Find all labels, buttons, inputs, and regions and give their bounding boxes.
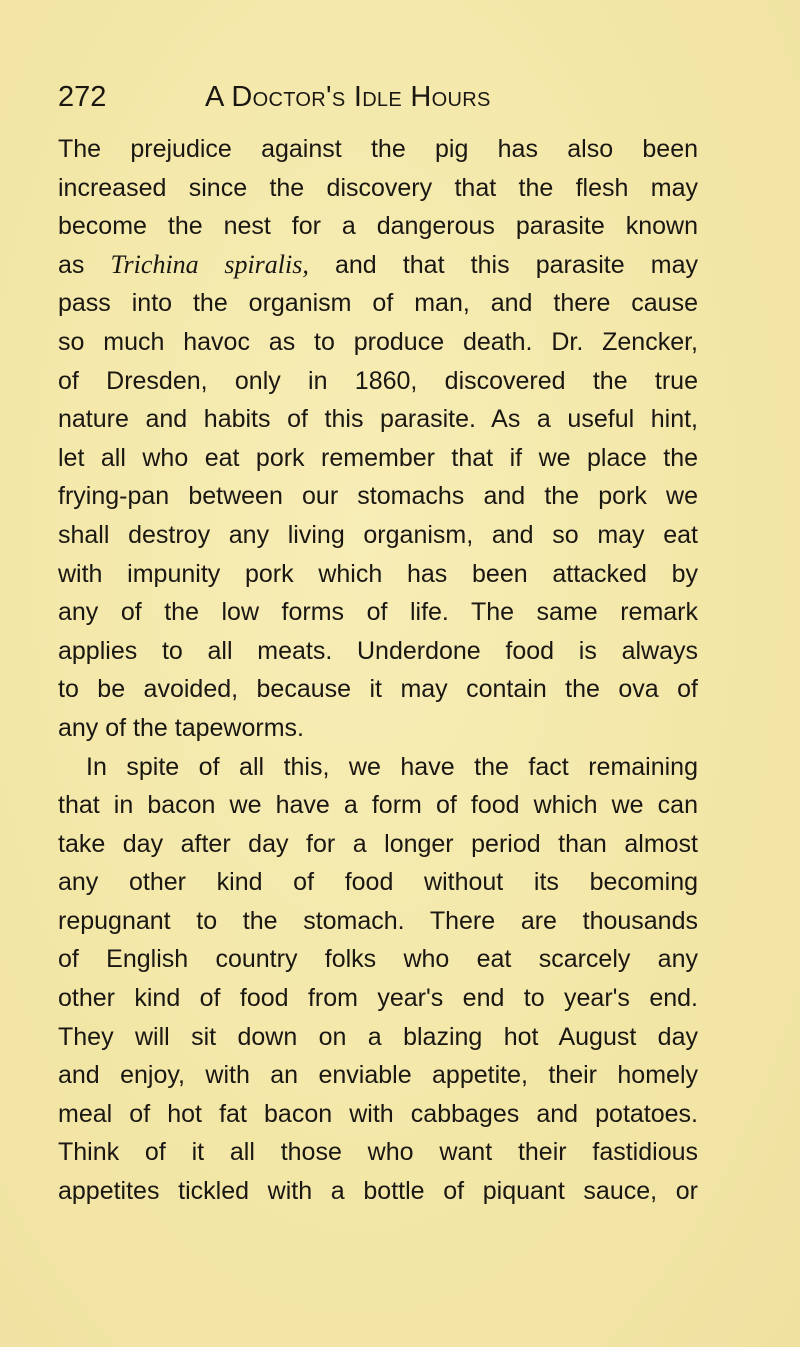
text-line: and enjoy, with an enviable appetite, their homely [58, 1061, 698, 1090]
text-line: meal of hot fat bacon with cabbages and potatoes. [58, 1099, 698, 1128]
text-line: shall destroy any living organism, and so may eat [58, 520, 698, 549]
text-line: any other kind of food without its becoming [58, 868, 698, 897]
text-line: so much havoc as to produce death. Dr. Zencker, [58, 327, 698, 356]
text-line: become the nest for a dangerous parasite known [58, 212, 698, 241]
text-line: take day after day for a longer period than almost [58, 829, 698, 858]
text-line: applies to all meats. Underdone food is always [58, 636, 698, 665]
text-line: that in bacon we have a form of food which we can [58, 791, 698, 820]
text-line: pass into the organism of man, and there cause [58, 289, 698, 318]
text-line: The prejudice against the pig has also been [58, 135, 698, 163]
page-number: 272 [58, 81, 107, 113]
text-fragment: and that this parasite may [335, 250, 698, 279]
body-text [58, 130, 698, 1211]
text-line [58, 246, 698, 285]
text-line: frying-pan between our stomachs and the pork we [58, 482, 698, 511]
text-line: repugnant to the stomach. There are thousands [58, 906, 698, 935]
text-line: They will sit down on a blazing hot August day [58, 1022, 698, 1051]
paragraph-end-line: any of the tapeworms. [58, 713, 304, 742]
text-line: Think of it all those who want their fastidious [58, 1138, 698, 1167]
text-line: of Dresden, only in 1860, discovered the true [58, 366, 698, 395]
text-line: any of the low forms of life. The same remark [58, 598, 698, 627]
text-line: increased since the discovery that the flesh may [58, 173, 698, 202]
paragraph-start-line: In spite of all this, we have the fact remaining [86, 752, 698, 781]
text-line: appetites tickled with a bottle of piquant sauce, or [58, 1177, 698, 1206]
page-header [58, 77, 698, 117]
text-line: nature and habits of this parasite. As a useful hint, [58, 405, 698, 434]
text-line: to be avoided, because it may contain the ova of [58, 675, 698, 704]
text-fragment: as [58, 250, 85, 279]
running-title: A Doctor's Idle Hours [205, 81, 491, 113]
text-line: with impunity pork which has been attacked by [58, 559, 698, 588]
text-line: other kind of food from year's end to year's end. [58, 984, 698, 1013]
italic-taxon-name: Trichina spiralis, [110, 249, 309, 279]
text-line: of English country folks who eat scarcely any [58, 945, 698, 974]
text-line: let all who eat pork remember that if we place the [58, 443, 698, 472]
